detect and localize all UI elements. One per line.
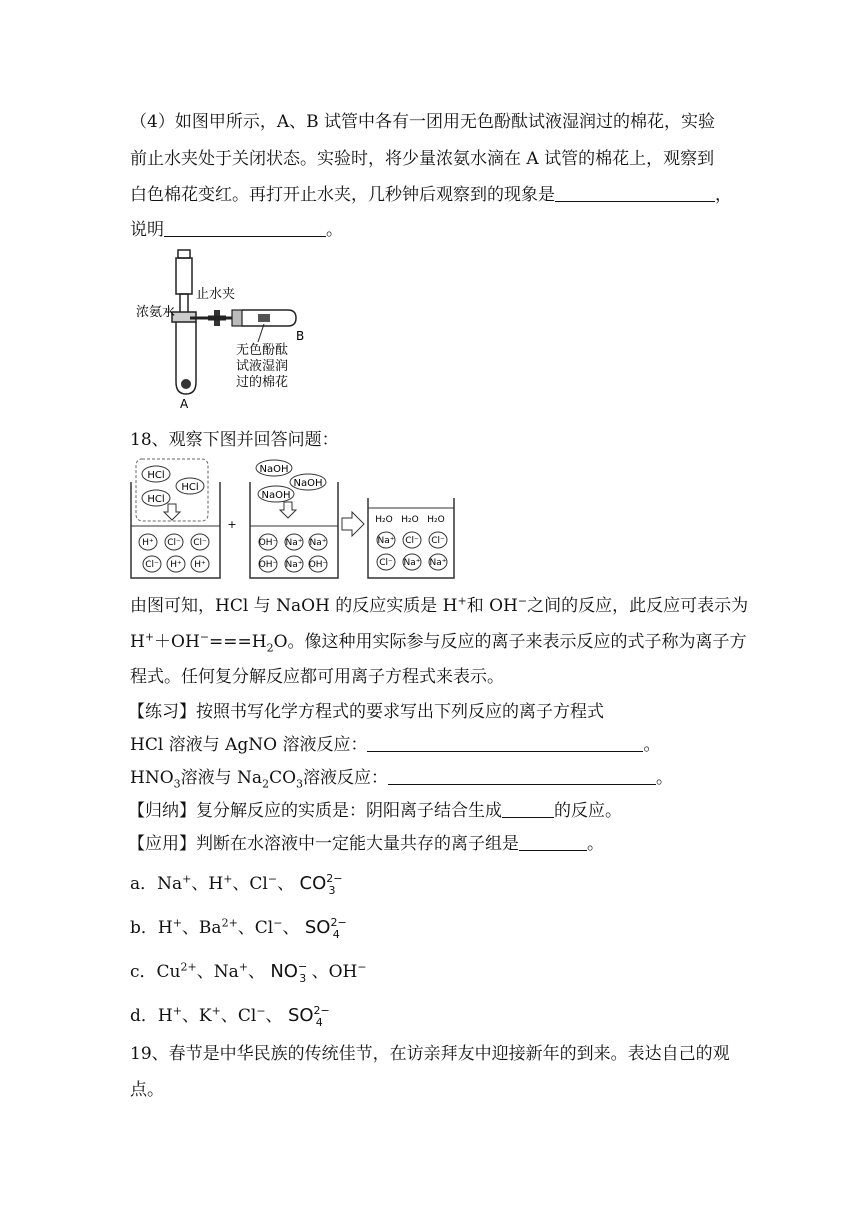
dropper-cap	[178, 250, 190, 258]
cotton-b	[258, 314, 270, 322]
q18-title: 18、观察下图并回答问题：	[130, 430, 339, 450]
text-segment: 【归纳】复分解反应的实质是：阴阳离子结合生成	[128, 801, 502, 821]
option-b-label: b．H	[130, 918, 173, 938]
practice-heading: 【练习】按照书写化学方程式的要求写出下列反应的离子方程式	[128, 702, 604, 722]
text-segment: 溶液与 Na	[180, 768, 263, 788]
water-molecule: H₂O	[401, 515, 419, 525]
q17-line-4-text: 说明	[130, 220, 164, 240]
label-b: B	[296, 329, 305, 343]
oh-ion: OH⁻	[308, 560, 328, 570]
text-segment: CO	[269, 768, 297, 788]
stopper-b	[232, 310, 242, 326]
cl-ion: Cl⁻	[193, 538, 207, 548]
q18-para-line-1: 由图可知，HCl 与 NaOH 的反应实质是 H+和 OH−之间的反应，此反应可表示为	[130, 594, 749, 616]
oh-ion: OH⁻	[258, 538, 278, 548]
practice-item-2: $HNO_3$溶液与 $Na_2CO_3$溶液反应： 。	[130, 768, 674, 791]
naoh-molecule: NaOH	[261, 490, 291, 501]
answer-blank-practice-2[interactable]	[388, 766, 656, 785]
q17-line-1: （4）如图甲所示，A、B 试管中各有一团用无色酚酞试液湿润过的棉花，实验	[130, 112, 715, 132]
q19-line-1: 19、春节是中华民族的传统佳节，在访亲拜友中迎接新年的到来。表达自己的观	[130, 1044, 730, 1064]
answer-blank-practice-1[interactable]	[367, 733, 643, 752]
text-segment: O。像这种用实际参与反应的离子来表示反应的式子称为离子方	[273, 632, 747, 652]
text-segment: HCl 溶液与 AgNO 溶液反应：	[130, 735, 368, 755]
q18-para-line-3: 程式。任何复分解反应都可用离子方程式来表示。	[130, 667, 504, 687]
label-clamp: 止水夹	[196, 287, 236, 302]
na-ion: Na⁺	[403, 558, 421, 568]
figure-ion-reaction	[128, 456, 458, 584]
option-b[interactable]: b．H+、$Ba^{2+}$、Cl−、 $SO^{2-}_4$	[130, 916, 347, 941]
text-segment: 。	[587, 834, 604, 854]
dropper-neck	[180, 294, 188, 314]
h-ion: H⁺	[142, 538, 154, 548]
carbonate-ion-image: $CO^{2-}_3$	[299, 872, 343, 897]
naoh-molecule: NaOH	[293, 478, 323, 489]
text-segment: 和 OH	[466, 596, 518, 616]
hcl-molecule: HCl	[181, 482, 199, 493]
na-ion: Na⁺	[429, 558, 447, 568]
label-cotton-2: 试液湿润	[236, 359, 289, 374]
hcl-molecule: HCl	[147, 494, 165, 505]
q17-line-4	[130, 218, 343, 242]
dropper-bulb	[176, 258, 192, 294]
cotton-a	[181, 379, 191, 389]
na-ion: Na⁺	[285, 560, 303, 570]
label-cotton-1: 无色酚酞	[236, 343, 289, 358]
text-segment: 之间的反应，此反应可表示为	[527, 596, 749, 616]
label-a: A	[180, 397, 189, 411]
na-ion: Na⁺	[377, 536, 395, 546]
q17-line-2: 前止水夹处于关闭状态。实验时，将少量浓氨水滴在 A 试管的棉花上，观察到	[130, 149, 715, 169]
text-segment: 溶液反应：	[303, 768, 389, 788]
text-segment: ＋OH	[154, 632, 200, 652]
text-segment: 【应用】判断在水溶液中一定能大量共存的离子组是	[128, 834, 519, 854]
cl-ion: Cl⁻	[431, 536, 445, 546]
cl-ion: Cl⁻	[405, 536, 419, 546]
water-molecule: H₂O	[427, 515, 445, 525]
oh-ion: OH⁻	[258, 560, 278, 570]
arrow-right-icon	[342, 512, 364, 536]
water-molecule: H₂O	[375, 515, 393, 525]
apply-line	[128, 832, 604, 856]
plus-sign: +	[227, 518, 237, 531]
q17-line-4-suffix: 。	[326, 220, 343, 240]
cl-ion: Cl⁻	[167, 538, 181, 548]
text-segment: 的反应。	[554, 801, 622, 821]
answer-blank-explanation[interactable]	[164, 218, 326, 237]
option-c-label: c．Cu	[130, 962, 181, 982]
option-a-label: a．Na	[130, 874, 183, 894]
practice-item-1	[130, 733, 660, 757]
option-d[interactable]: d．H+、K+、Cl−、 $SO^{2-}_4$	[130, 1004, 330, 1029]
sulfate-ion-image: $SO^{2-}_4$	[304, 916, 347, 941]
q17-line-3	[130, 183, 732, 207]
na-ion: Na⁺	[285, 538, 303, 548]
text-segment: ===H	[209, 632, 267, 652]
figure-apparatus	[128, 246, 328, 412]
answer-blank-phenomenon[interactable]	[555, 183, 715, 202]
text-segment: H	[130, 632, 145, 652]
answer-blank-apply[interactable]	[519, 832, 587, 851]
label-ammonia: 浓氨水	[136, 305, 176, 320]
na-ion: Na⁺	[309, 538, 327, 548]
q19-line-2: 点。	[130, 1080, 164, 1100]
h-ion: H⁺	[170, 560, 182, 570]
text-segment: 由图可知，HCl 与 NaOH 的反应实质是 H	[130, 596, 458, 616]
label-cotton-3: 过的棉花	[236, 375, 289, 390]
text-segment: 。	[643, 735, 661, 755]
h-ion: H⁺	[194, 560, 206, 570]
option-a[interactable]: a．Na+、H+、Cl−、 $CO^{2-}_3$	[130, 872, 343, 897]
arrow-down-icon	[280, 502, 296, 518]
option-c[interactable]: c．$Cu^{2+}$、Na+、 $NO^-_3$ 、OH−	[130, 960, 367, 985]
summary-line	[128, 799, 622, 823]
q18-para-line-2: $H^++OH^-===H_2O$。像这种用实际参与反应的离子来表示反应的式子称为离子方	[130, 630, 747, 655]
cl-ion: Cl⁻	[145, 560, 159, 570]
cl-ion: Cl⁻	[379, 558, 393, 568]
sulfate-ion-image: $SO^{2-}_4$	[287, 1004, 330, 1029]
answer-blank-summary[interactable]	[502, 799, 554, 818]
q17-line-3-suffix: ，	[715, 185, 732, 205]
q17-line-3-text: 白色棉花变红。再打开止水夹，几秒钟后观察到的现象是	[130, 185, 555, 205]
naoh-molecule: NaOH	[259, 464, 289, 475]
option-d-label: d．H	[130, 1006, 173, 1026]
text-segment: HNO	[130, 768, 174, 788]
nitrate-ion-image: $NO^-_3$	[270, 960, 308, 985]
hcl-molecule: HCl	[147, 470, 165, 481]
text-segment: 。	[656, 768, 674, 788]
arrow-down-icon	[164, 504, 180, 520]
